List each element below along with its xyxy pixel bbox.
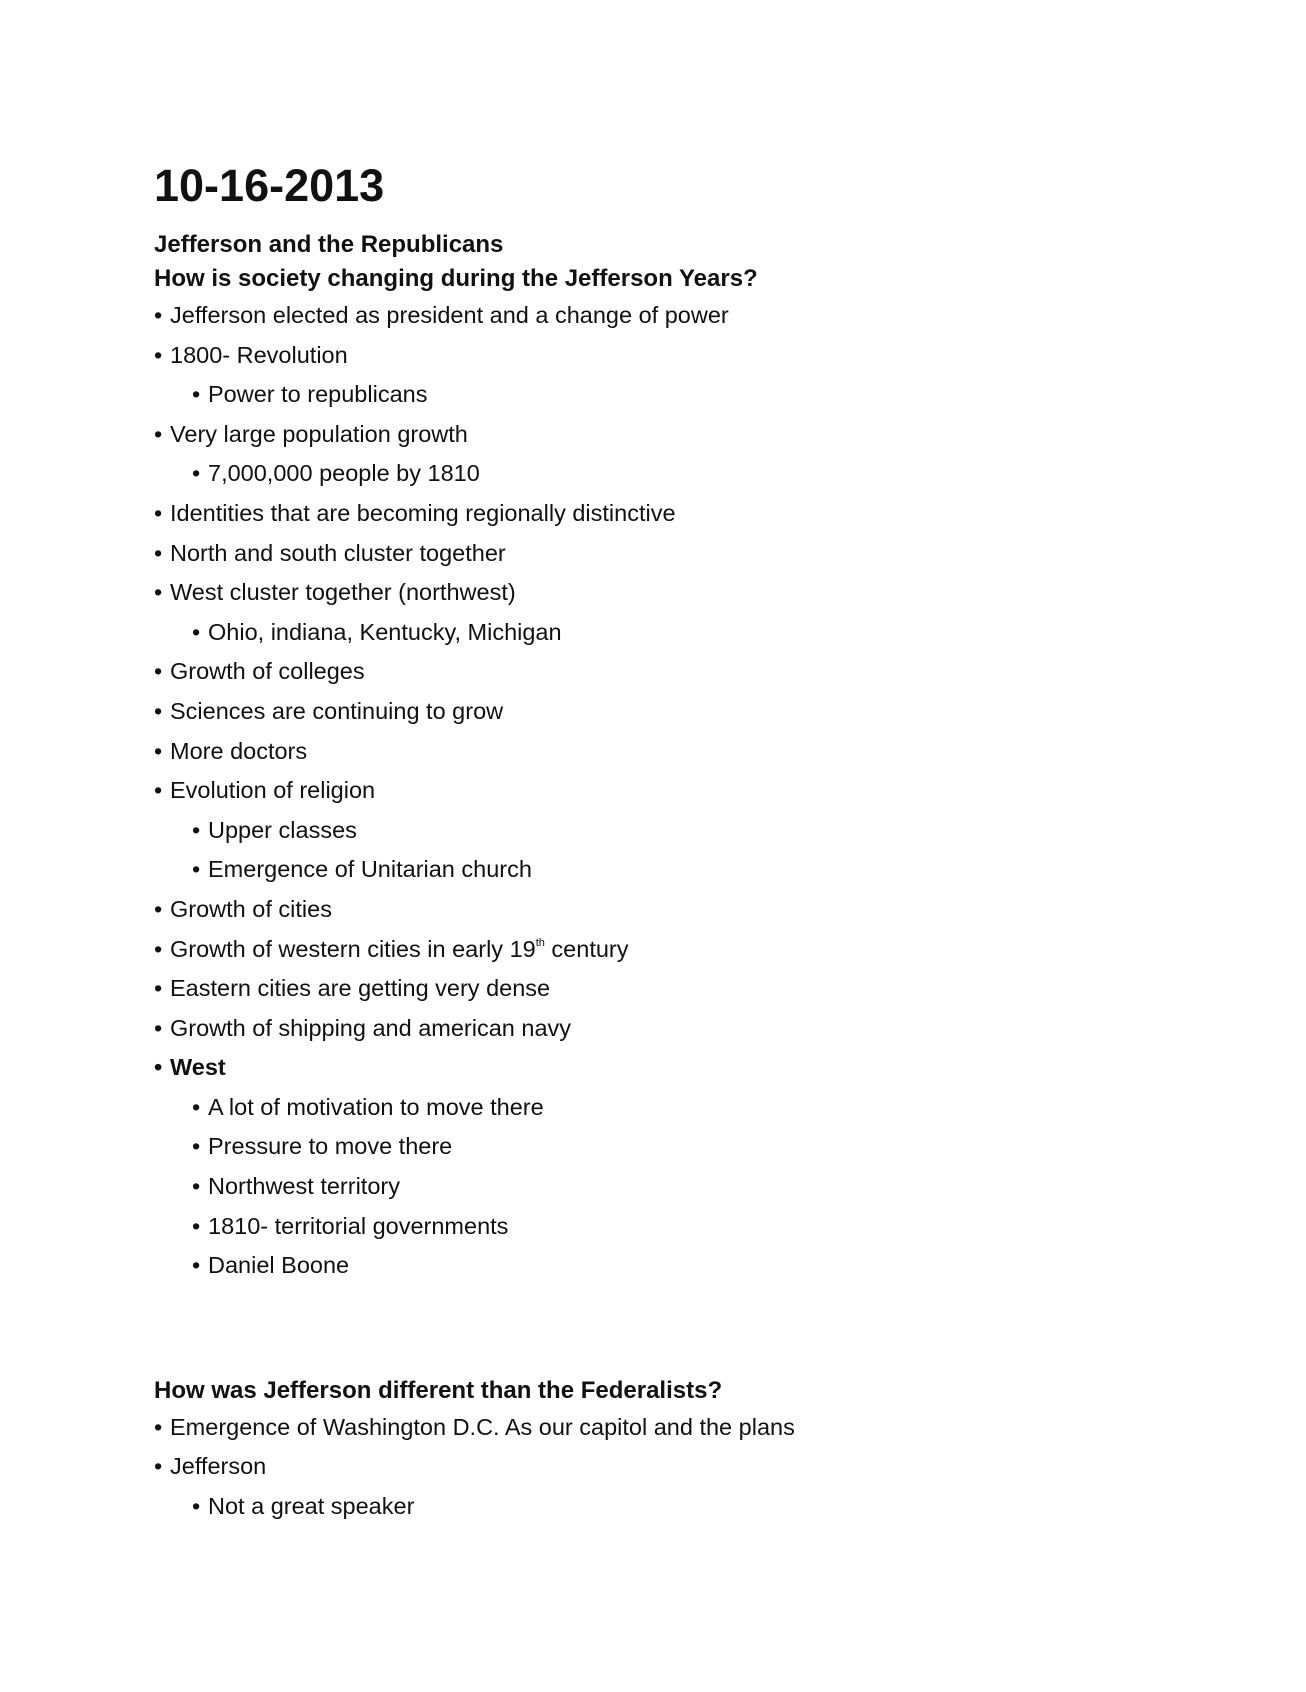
list-item [154,1048,1266,1088]
bullet-icon: • [192,1093,201,1120]
list-item-text: Jefferson [170,1453,267,1480]
list-item-text: Eastern cities are getting very dense [170,975,551,1002]
bullet-icon: • [154,579,163,606]
bullet-icon: • [154,1413,163,1440]
bullet-icon: • [192,1493,201,1520]
list-item-text: Growth of western cities in early 19 [170,935,536,962]
bullet-icon: • [154,539,163,566]
bullet-icon: • [154,1453,163,1480]
bullet-icon: • [154,499,163,526]
note-date: 10-16-2013 [154,160,385,211]
sub-list-item [154,454,1266,494]
list-item [154,890,1266,930]
bullet-icon: • [192,816,201,843]
section-jefferson-vs-federalists [154,1374,1266,1527]
list-item-text: Upper classes [208,816,357,843]
list-item [154,573,1266,613]
bullet-icon: • [154,975,163,1002]
sub-list-item [154,1167,1266,1207]
section-question: How is society changing during the Jefferson Years? [154,265,758,292]
list-item-text: 7,000,000 people by 1810 [208,460,480,487]
bullet-icon: • [192,460,201,487]
section-question: How was Jefferson different than the Federalists? [154,1376,723,1404]
bullet-icon: • [154,777,163,804]
list-item-text: West cluster together (northwest) [170,579,516,606]
bullet-icon: • [154,341,163,368]
bullet-icon: • [192,856,201,883]
list-item-text-suffix: century [544,935,629,962]
notes-page [154,160,1266,1527]
list-item-text: Emergence of Washington D.C. As our capitol and the plans [170,1413,795,1440]
list-item-text: Northwest territory [208,1173,400,1200]
list-item-text: Pressure to move there [208,1133,453,1160]
list-item-text: A lot of motivation to move there [208,1093,544,1120]
sub-list-item [154,811,1266,851]
bullet-icon: • [192,618,201,645]
sub-list-item [154,1246,1266,1286]
list-item-text: 1800- Revolution [170,341,348,368]
list-item [154,415,1266,455]
note-title: Jefferson and the Republicans [154,231,504,258]
list-item-text: Ohio, indiana, Kentucky, Michigan [208,618,562,645]
list-item-text: Sciences are continuing to grow [170,697,504,724]
bullet-icon: • [154,420,163,447]
list-item-text: Growth of colleges [170,658,365,685]
bullet-icon: • [192,1133,201,1160]
sub-list-item [154,850,1266,890]
list-item-text: Daniel Boone [208,1252,350,1279]
sub-list-item [154,1127,1266,1167]
bullet-icon: • [192,1212,201,1239]
list-item [154,1408,1266,1448]
list-item [154,930,1266,970]
list-item-text: West [170,1054,226,1081]
sub-list-item [154,375,1266,415]
bullet-icon: • [154,1054,163,1081]
list-item-text: Power to republicans [208,381,428,408]
list-item [154,771,1266,811]
bullet-list [154,1408,1266,1527]
list-item-text: Growth of shipping and american navy [170,1014,572,1041]
bullet-icon: • [154,1014,163,1041]
list-item [154,969,1266,1009]
bullet-icon: • [154,302,163,328]
list-item-text: More doctors [170,737,308,764]
list-item-text: Identities that are becoming regionally distinctive [170,499,676,526]
list-item-text: Jefferson elected as president and a change of power [170,302,729,328]
bullet-icon: • [192,381,201,408]
list-item [154,494,1266,534]
list-item [154,336,1266,376]
bullet-icon: • [154,658,163,685]
sub-list-item [154,1207,1266,1247]
list-item [154,732,1266,772]
list-item-text: North and south cluster together [170,539,506,566]
list-item [154,1447,1266,1487]
sub-list-item [154,1487,1266,1527]
bullet-icon: • [154,895,163,922]
section-society-changing [154,262,1266,1286]
list-item [154,1009,1266,1049]
spacer [154,1286,1266,1374]
bullet-icon: • [192,1173,201,1200]
bullet-icon: • [192,1252,201,1279]
list-item-text: Emergence of Unitarian church [208,856,532,883]
list-item-text: Very large population growth [170,420,468,447]
superscript: th [535,936,545,949]
list-item [154,296,1266,336]
bullet-icon: • [154,737,163,764]
list-item-text: Not a great speaker [208,1493,415,1520]
bullet-icon: • [154,935,163,962]
list-item-text: 1810- territorial governments [208,1212,509,1239]
bullet-icon: • [154,697,163,724]
list-item [154,652,1266,692]
list-item-text: Growth of cities [170,895,332,922]
list-item-text: Evolution of religion [170,777,376,804]
sub-list-item [154,613,1266,653]
list-item [154,692,1266,732]
sub-list-item [154,1088,1266,1128]
bullet-list [154,296,1266,1286]
list-item [154,534,1266,574]
